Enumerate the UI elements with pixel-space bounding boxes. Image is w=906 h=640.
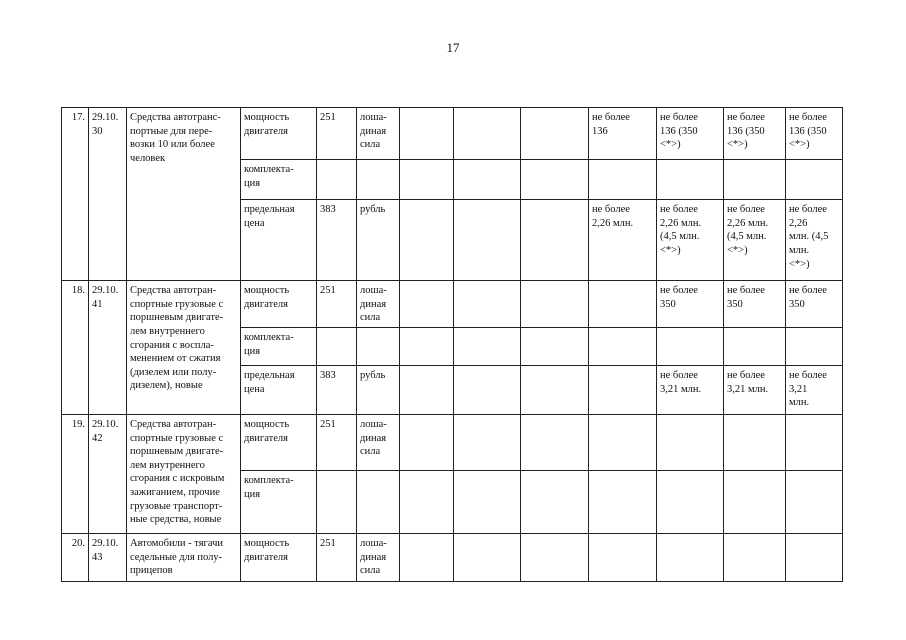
- unit-cell: лоша- диная сила: [357, 281, 400, 328]
- empty-cell: [400, 365, 454, 414]
- table-row: [62, 281, 843, 328]
- empty-cell: [521, 327, 589, 365]
- item-name-cell: Средства автотран- спортные грузовые с поршневым двигате- лем внутреннего сгорания с воспла- менением от сжатия (дизелем или полу- дизелем), новые: [127, 281, 241, 415]
- unit-cell: рубль: [357, 365, 400, 414]
- value-cell: [657, 470, 724, 533]
- value-cell: [589, 470, 657, 533]
- empty-cell: [454, 108, 521, 160]
- okpd-code-cell: 29.10. 30: [89, 108, 127, 281]
- value-cell: не более 136 (350 <*>): [657, 108, 724, 160]
- row-number-cell: 18.: [62, 281, 89, 415]
- empty-cell: [521, 470, 589, 533]
- requirements-table: [61, 107, 843, 582]
- empty-cell: [454, 327, 521, 365]
- value-cell: не более 3,21 млн.: [786, 365, 843, 414]
- empty-cell: [454, 281, 521, 328]
- empty-cell: [454, 160, 521, 200]
- value-cell: не более 136 (350 <*>): [724, 108, 786, 160]
- okei-code-cell: 251: [317, 414, 357, 470]
- empty-cell: [454, 200, 521, 281]
- value-cell: [589, 160, 657, 200]
- empty-cell: [400, 160, 454, 200]
- value-cell: [657, 160, 724, 200]
- row-number-cell: 19.: [62, 414, 89, 533]
- okei-code-cell: 251: [317, 533, 357, 581]
- empty-cell: [521, 281, 589, 328]
- okei-code-cell: [317, 470, 357, 533]
- okei-code-cell: 251: [317, 281, 357, 328]
- empty-cell: [400, 108, 454, 160]
- value-cell: не более 136 (350 <*>): [786, 108, 843, 160]
- empty-cell: [454, 365, 521, 414]
- okei-code-cell: [317, 160, 357, 200]
- value-cell: [786, 533, 843, 581]
- value-cell: не более 3,21 млн.: [724, 365, 786, 414]
- table-row: [62, 414, 843, 470]
- unit-cell: [357, 160, 400, 200]
- empty-cell: [521, 108, 589, 160]
- value-cell: не более 2,26 млн. (4,5 млн. <*>): [724, 200, 786, 281]
- empty-cell: [521, 160, 589, 200]
- okei-code-cell: 383: [317, 200, 357, 281]
- value-cell: не более 2,26 млн.: [589, 200, 657, 281]
- value-cell: [786, 160, 843, 200]
- empty-cell: [400, 533, 454, 581]
- okpd-code-cell: 29.10. 42: [89, 414, 127, 533]
- empty-cell: [521, 414, 589, 470]
- page-number: 17: [446, 40, 460, 55]
- characteristic-cell: мощность двигателя: [241, 414, 317, 470]
- value-cell: [589, 281, 657, 328]
- value-cell: не более 3,21 млн.: [657, 365, 724, 414]
- characteristic-cell: мощность двигателя: [241, 533, 317, 581]
- empty-cell: [521, 533, 589, 581]
- unit-cell: лоша- диная сила: [357, 108, 400, 160]
- empty-cell: [400, 414, 454, 470]
- unit-cell: лоша- диная сила: [357, 414, 400, 470]
- value-cell: не более 350: [657, 281, 724, 328]
- value-cell: не более 2,26 млн. (4,5 млн. <*>): [786, 200, 843, 281]
- okpd-code-cell: 29.10. 41: [89, 281, 127, 415]
- row-number-cell: 20.: [62, 533, 89, 581]
- value-cell: [724, 414, 786, 470]
- characteristic-cell: предельная цена: [241, 365, 317, 414]
- okpd-code-cell: 29.10. 43: [89, 533, 127, 581]
- value-cell: не более 350: [786, 281, 843, 328]
- empty-cell: [454, 414, 521, 470]
- item-name-cell: Автомобили - тягачи седельные для полу- прицепов: [127, 533, 241, 581]
- unit-cell: рубль: [357, 200, 400, 281]
- table-row: [62, 108, 843, 160]
- empty-cell: [521, 365, 589, 414]
- characteristic-cell: комплекта- ция: [241, 470, 317, 533]
- value-cell: [786, 414, 843, 470]
- value-cell: [589, 365, 657, 414]
- value-cell: [724, 470, 786, 533]
- value-cell: не более 136: [589, 108, 657, 160]
- empty-cell: [521, 200, 589, 281]
- item-name-cell: Средства автотран- спортные грузовые с поршневым двигате- лем внутреннего сгорания с искровым зажиганием, прочие грузовые транспорт- ные средства, новые: [127, 414, 241, 533]
- empty-cell: [454, 533, 521, 581]
- value-cell: [724, 327, 786, 365]
- empty-cell: [454, 470, 521, 533]
- value-cell: [786, 327, 843, 365]
- value-cell: [657, 414, 724, 470]
- value-cell: [657, 327, 724, 365]
- empty-cell: [400, 281, 454, 328]
- empty-cell: [400, 470, 454, 533]
- value-cell: [786, 470, 843, 533]
- value-cell: [724, 533, 786, 581]
- value-cell: [589, 414, 657, 470]
- empty-cell: [400, 327, 454, 365]
- value-cell: не более 2,26 млн. (4,5 млн. <*>): [657, 200, 724, 281]
- characteristic-cell: мощность двигателя: [241, 281, 317, 328]
- value-cell: [724, 160, 786, 200]
- empty-cell: [400, 200, 454, 281]
- okei-code-cell: [317, 327, 357, 365]
- row-number-cell: 17.: [62, 108, 89, 281]
- item-name-cell: Средства автотранс- портные для пере- возки 10 или более человек: [127, 108, 241, 281]
- value-cell: [589, 327, 657, 365]
- characteristic-cell: мощность двигателя: [241, 108, 317, 160]
- characteristic-cell: комплекта- ция: [241, 327, 317, 365]
- unit-cell: лоша- диная сила: [357, 533, 400, 581]
- table-row: [62, 533, 843, 581]
- okei-code-cell: 251: [317, 108, 357, 160]
- value-cell: [657, 533, 724, 581]
- characteristic-cell: комплекта- ция: [241, 160, 317, 200]
- okei-code-cell: 383: [317, 365, 357, 414]
- value-cell: не более 350: [724, 281, 786, 328]
- value-cell: [589, 533, 657, 581]
- characteristic-cell: предельная цена: [241, 200, 317, 281]
- unit-cell: [357, 327, 400, 365]
- unit-cell: [357, 470, 400, 533]
